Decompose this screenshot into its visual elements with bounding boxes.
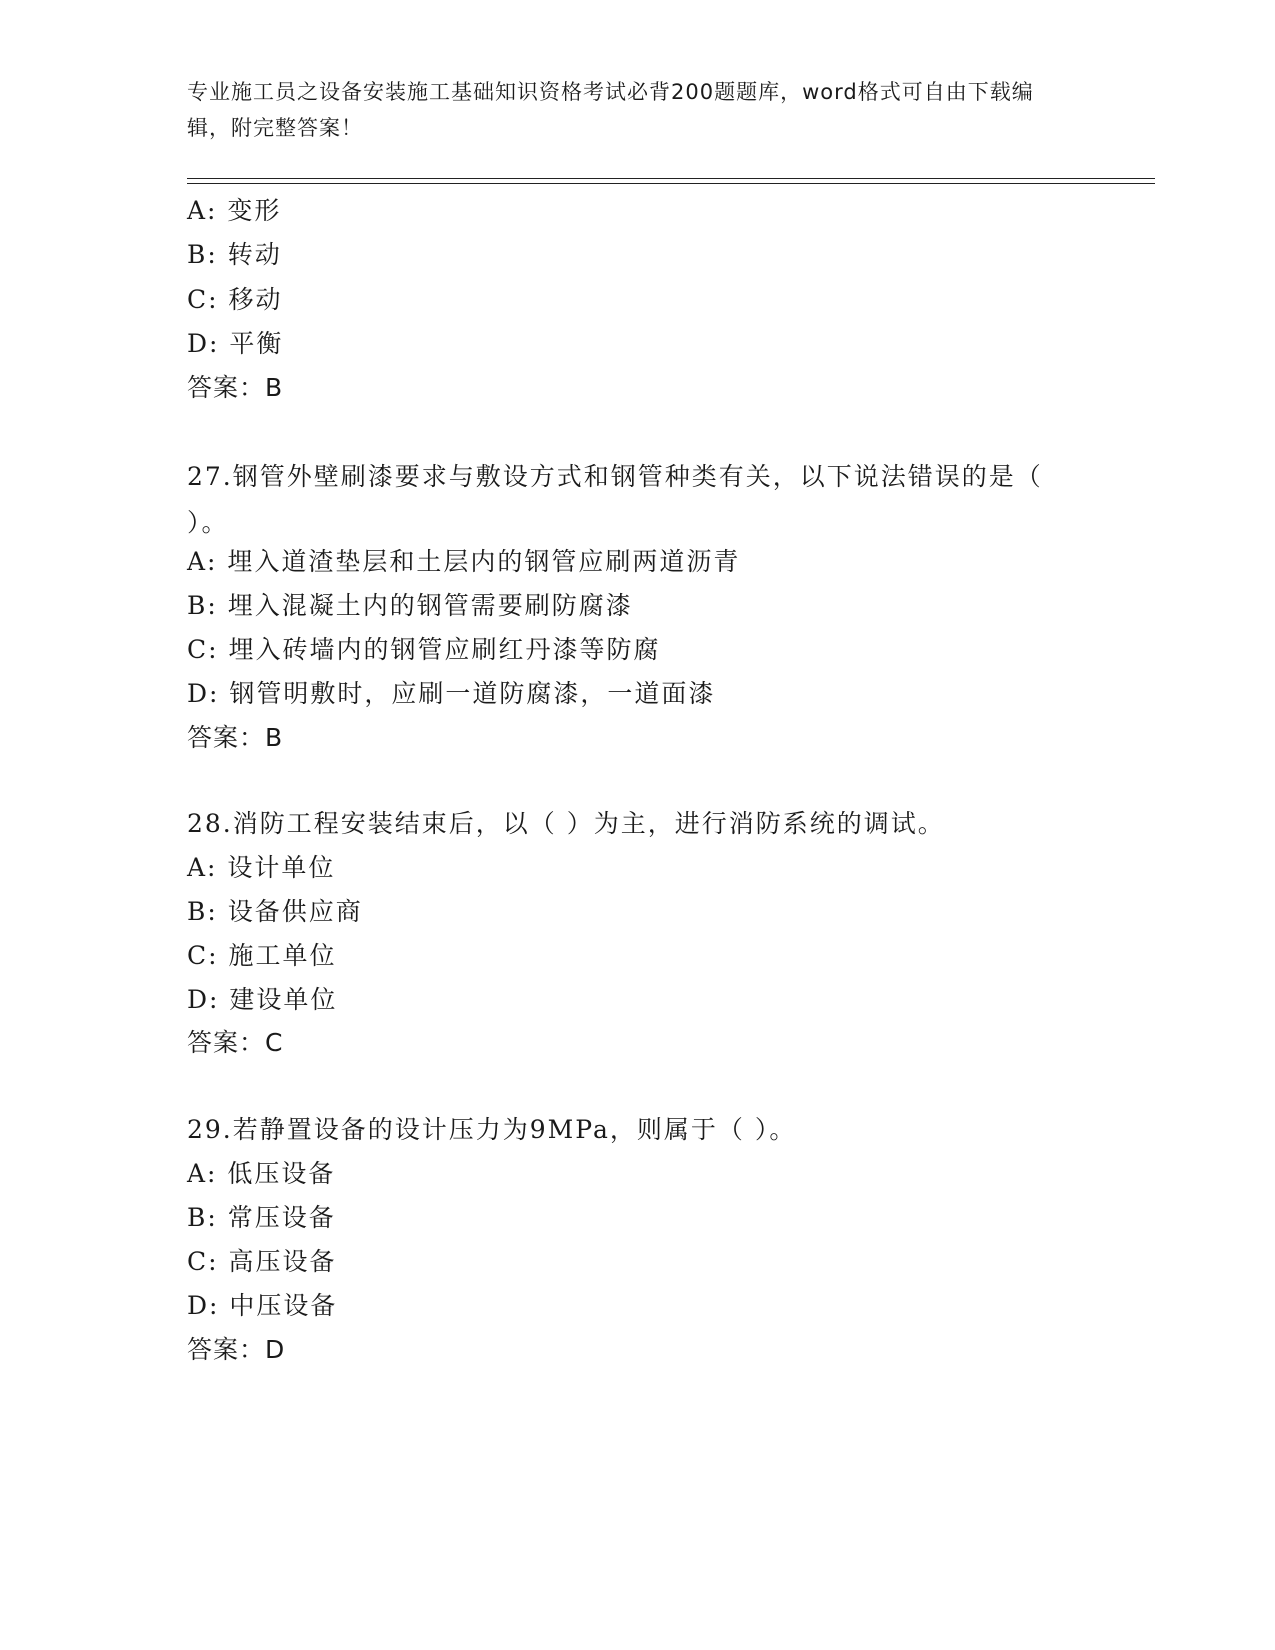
q29-option-b: B: 常压设备	[187, 1203, 336, 1232]
q27-option-c: C: 埋入砖墙内的钢管应刷红丹漆等防腐	[187, 635, 661, 664]
q27-option-a: A: 埋入道渣垫层和土层内的钢管应刷两道沥青	[187, 547, 741, 576]
q26-option-d: D: 平衡	[187, 329, 284, 358]
q27-option-d: D: 钢管明敷时，应刷一道防腐漆，一道面漆	[187, 679, 716, 708]
q28-option-b: B: 设备供应商	[187, 897, 363, 926]
q28-answer: 答案：C	[187, 1028, 284, 1057]
q29-option-a: A: 低压设备	[187, 1159, 336, 1188]
q26-option-a: A: 变形	[187, 196, 282, 225]
q29-answer: 答案：D	[187, 1335, 286, 1364]
header-divider-top	[187, 178, 1155, 179]
q26-option-c: C: 移动	[187, 285, 283, 314]
q28-option-a: A: 设计单位	[187, 853, 336, 882]
q28-option-d: D: 建设单位	[187, 985, 338, 1014]
q27-option-b: B: 埋入混凝土内的钢管需要刷防腐漆	[187, 591, 633, 620]
q28-option-c: C: 施工单位	[187, 941, 337, 970]
q28-question: 28.消防工程安装结束后，以（ ）为主，进行消防系统的调试。	[187, 809, 945, 838]
q29-option-d: D: 中压设备	[187, 1291, 338, 1320]
document-header-title: 专业施工员之设备安装施工基础知识资格考试必背200题题库，word格式可自由下载编辑，附完整答案！	[187, 80, 1034, 140]
q26-answer: 答案：B	[187, 373, 284, 402]
q29-option-c: C: 高压设备	[187, 1247, 337, 1276]
q27-question: 27.钢管外壁刷漆要求与敷设方式和钢管种类有关，以下说法错误的是（ ）。	[187, 462, 1043, 537]
q26-option-b: B: 转动	[187, 240, 282, 269]
header-divider-bottom	[187, 183, 1155, 184]
q29-question: 29.若静置设备的设计压力为9MPa，则属于（ ）。	[187, 1115, 797, 1144]
q27-answer: 答案：B	[187, 723, 284, 752]
